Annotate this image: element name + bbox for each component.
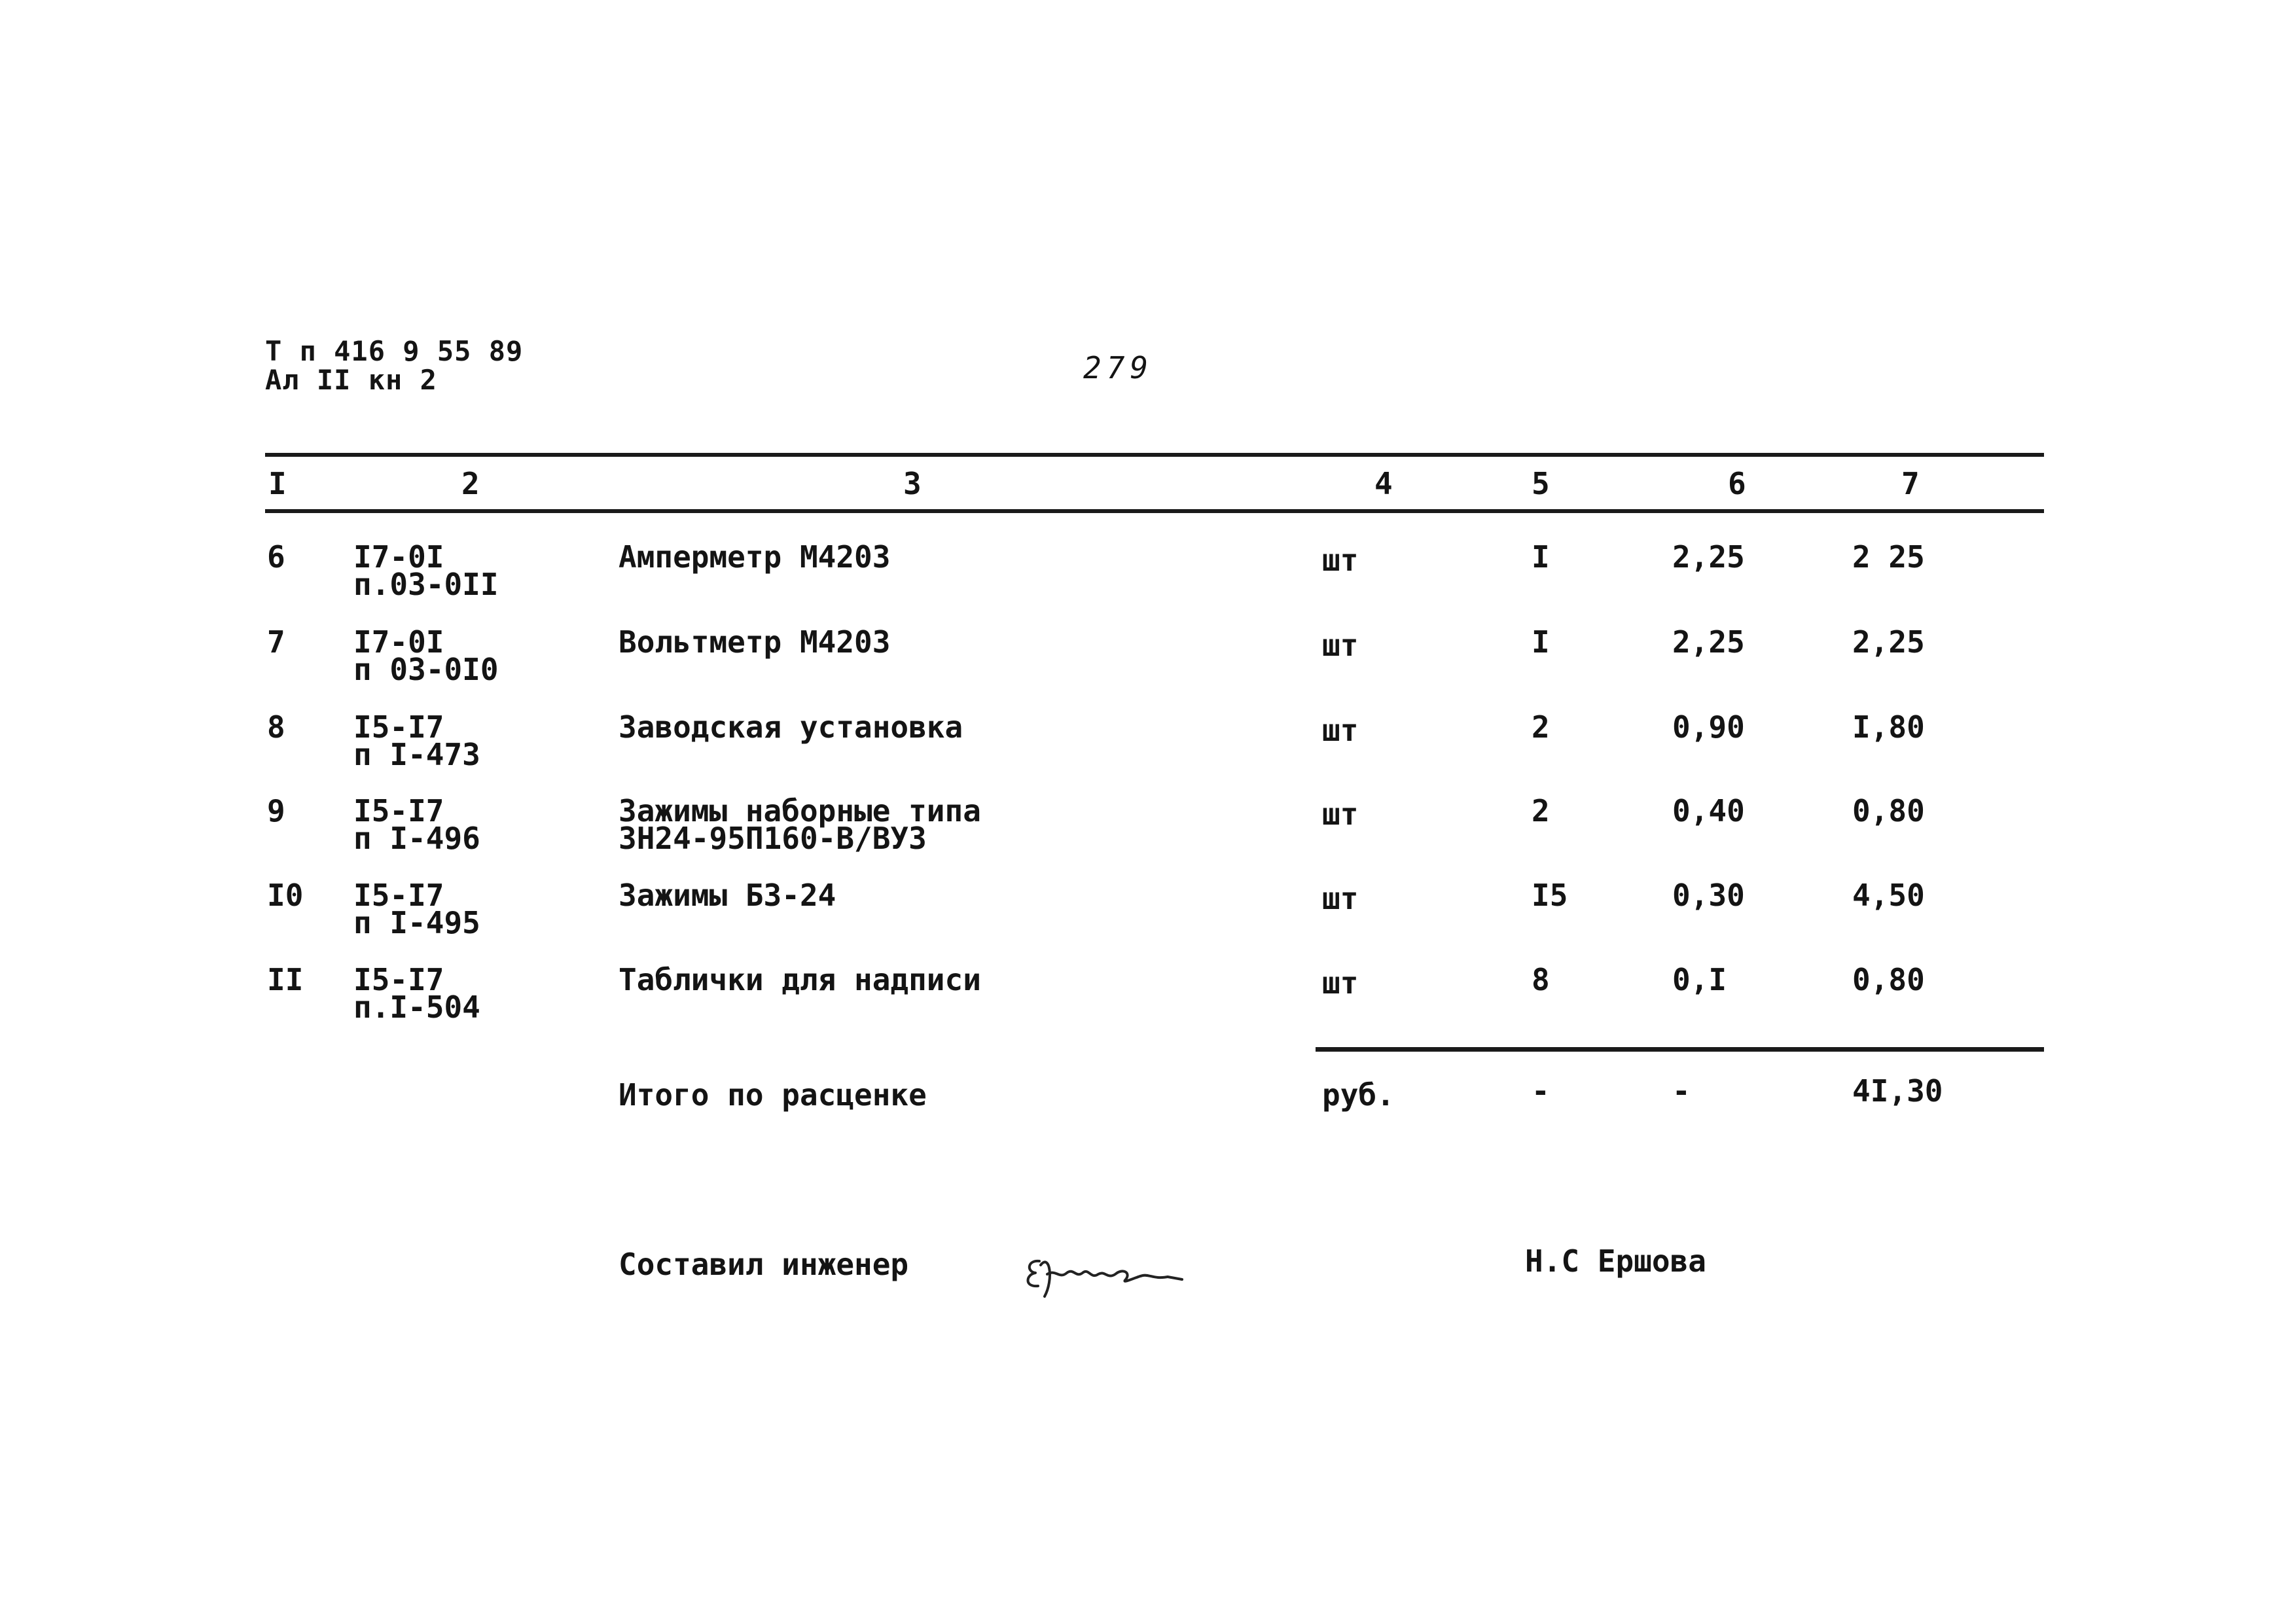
quantity: 2 bbox=[1532, 709, 1550, 745]
unit-price: 0,30 bbox=[1672, 878, 1745, 913]
row-number: I0 bbox=[267, 878, 304, 913]
document-code bbox=[265, 337, 523, 395]
total-label: Итого по расценке bbox=[619, 1077, 927, 1113]
rate-reference: I5-I7 п I-496 bbox=[353, 793, 480, 856]
unit: шт bbox=[1322, 796, 1359, 832]
column-number-6: 6 bbox=[1728, 466, 1746, 501]
document-code-line1: Т п 416 9 55 89 bbox=[265, 335, 524, 367]
total-rule bbox=[1316, 1047, 2044, 1052]
item-name: Вольтметр М4203 bbox=[619, 624, 891, 660]
unit-price: 2,25 bbox=[1672, 539, 1745, 575]
unit: шт bbox=[1322, 881, 1359, 916]
row-number: 9 bbox=[267, 793, 285, 829]
rate-reference: I5-I7 п I-495 bbox=[353, 878, 480, 940]
item-name: Зажимы наборные типа ЗН24-95П160-В/ВУЗ bbox=[619, 793, 981, 856]
total-price: 0,80 bbox=[1852, 793, 1925, 829]
signature-graphic bbox=[1021, 1234, 1191, 1306]
handwritten-signature bbox=[1021, 1234, 1191, 1308]
total-price: 2,25 bbox=[1852, 624, 1925, 660]
row-number: 6 bbox=[267, 539, 285, 575]
rate-reference: I7-0I п 03-0I0 bbox=[353, 624, 499, 687]
quantity: I bbox=[1532, 539, 1550, 575]
row-number: 7 bbox=[267, 624, 285, 660]
rate-reference: I5-I7 п I-473 bbox=[353, 709, 480, 772]
item-name: Таблички для надписи bbox=[619, 962, 981, 997]
compiled-by-label: Составил инженер bbox=[619, 1247, 909, 1282]
total-quantity: - bbox=[1532, 1073, 1550, 1109]
header-bottom-rule bbox=[265, 509, 2044, 513]
unit: шт bbox=[1322, 965, 1359, 1001]
total-unit-price: - bbox=[1672, 1073, 1691, 1109]
quantity: 2 bbox=[1532, 793, 1550, 829]
total-sum: 4I,30 bbox=[1852, 1073, 1943, 1109]
column-number-1: I bbox=[268, 466, 287, 501]
quantity: I bbox=[1532, 624, 1550, 660]
row-number: II bbox=[267, 962, 304, 997]
unit: шт bbox=[1322, 628, 1359, 663]
column-number-5: 5 bbox=[1532, 466, 1550, 501]
item-name: Заводская установка bbox=[619, 709, 963, 745]
total-price: 4,50 bbox=[1852, 878, 1925, 913]
unit-price: 0,90 bbox=[1672, 709, 1745, 745]
total-price: I,80 bbox=[1852, 709, 1925, 745]
rate-reference: I7-0I п.03-0II bbox=[353, 539, 499, 602]
quantity: 8 bbox=[1532, 962, 1550, 997]
unit-price: 2,25 bbox=[1672, 624, 1745, 660]
unit-price: 0,I bbox=[1672, 962, 1727, 997]
item-name: Зажимы БЗ-24 bbox=[619, 878, 836, 913]
total-unit: руб. bbox=[1322, 1077, 1395, 1113]
total-price: 2 25 bbox=[1852, 539, 1925, 575]
total-price: 0,80 bbox=[1852, 962, 1925, 997]
quantity: I5 bbox=[1532, 878, 1568, 913]
page-number: 279 bbox=[1083, 350, 1154, 385]
unit: шт bbox=[1322, 543, 1359, 578]
column-number-3: 3 bbox=[903, 466, 922, 501]
document-code-line2: Ал II кн 2 bbox=[265, 364, 437, 396]
item-name: Амперметр М4203 bbox=[619, 539, 891, 575]
rate-reference: I5-I7 п.I-504 bbox=[353, 962, 480, 1025]
engineer-name: Н.С Ершова bbox=[1525, 1243, 1706, 1279]
unit-price: 0,40 bbox=[1672, 793, 1745, 829]
column-number-4: 4 bbox=[1374, 466, 1393, 501]
column-number-7: 7 bbox=[1901, 466, 1920, 501]
column-number-2: 2 bbox=[461, 466, 480, 501]
row-number: 8 bbox=[267, 709, 285, 745]
unit: шт bbox=[1322, 713, 1359, 748]
table-top-rule bbox=[265, 453, 2044, 457]
